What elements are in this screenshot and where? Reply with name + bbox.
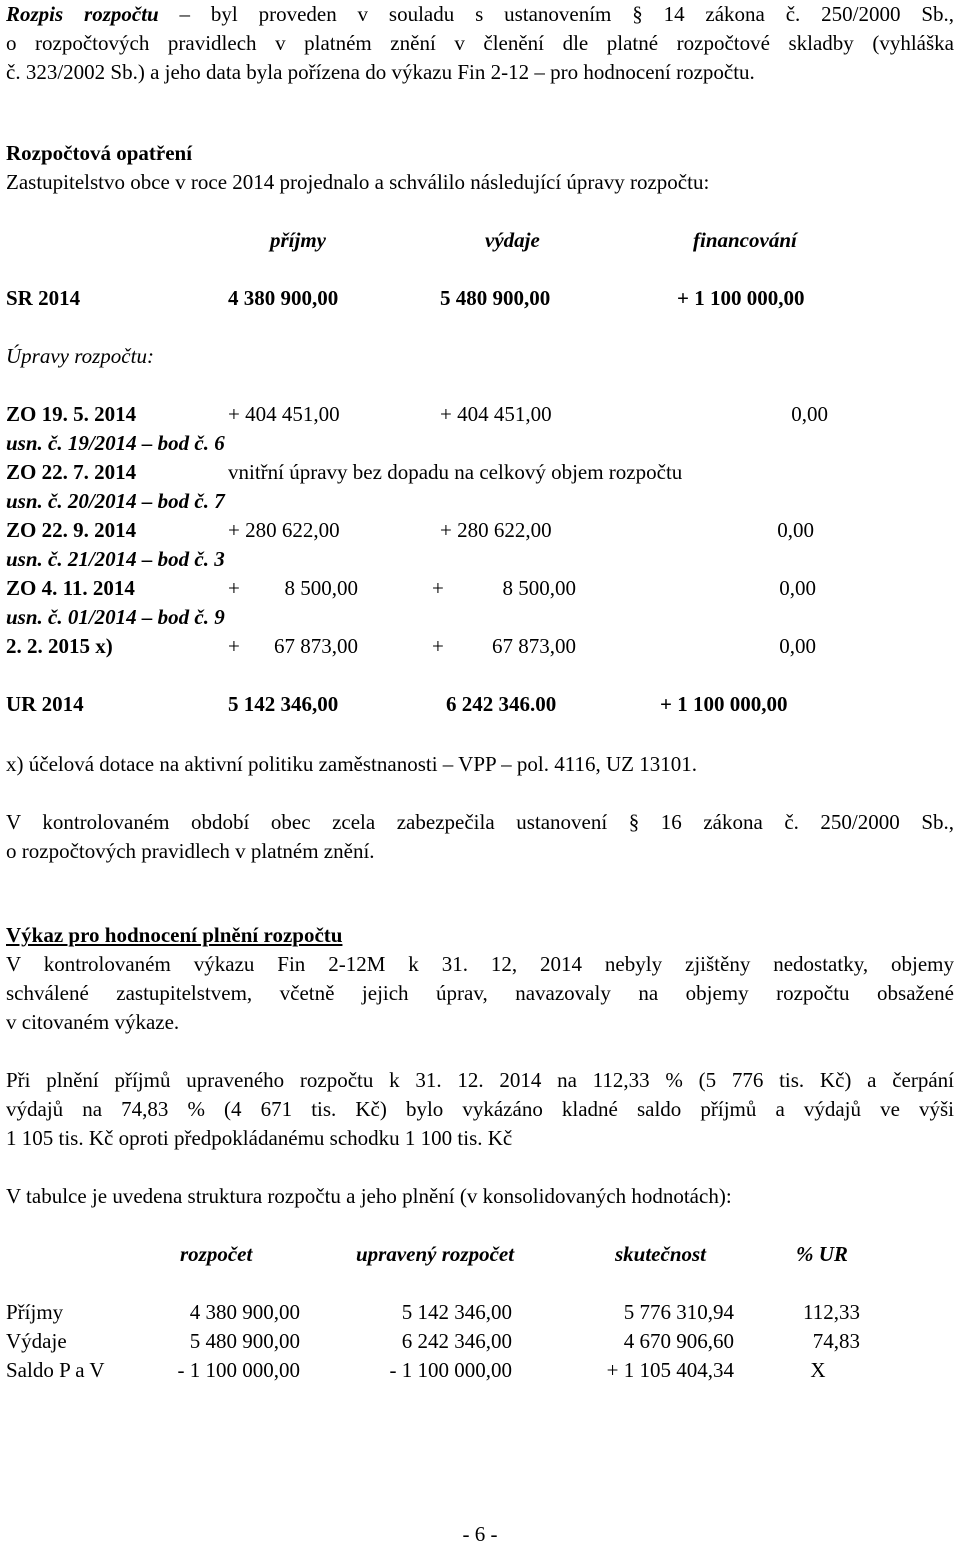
adjustment-vydaje-value: 8 500,00 (502, 576, 576, 600)
table-cell: + 1 105 404,34 (606, 1358, 734, 1382)
adjustment-vydaje: + 404 451,00 (440, 402, 552, 426)
adjustment-usn: usn. č. 01/2014 – bod č. 9 (6, 605, 225, 629)
report-p3: V tabulce je uvedena struktura rozpočtu a jeho plnění (v konsolidovaných hodnotách): (6, 1184, 732, 1208)
table-cell: - 1 100 000,00 (389, 1358, 512, 1382)
budget-measures-heading: Rozpočtová opatření (6, 141, 193, 165)
sr-vydaje: 5 480 900,00 (440, 286, 551, 310)
table-cell: 74,83 (812, 1329, 860, 1353)
adjustment-vydaje-value: 67 873,00 (492, 634, 576, 658)
adjustment-financovani: 0,00 (779, 634, 816, 658)
intro-bold-lead: Rozpis rozpočtu (6, 2, 159, 26)
adjustment-prijmy: + 280 622,00 (228, 518, 340, 542)
table-cell: 112,33 (803, 1300, 860, 1324)
report-p1-line-3: v citovaném výkaze. (6, 1010, 180, 1034)
col-header-prijmy: příjmy (270, 228, 326, 252)
adjustment-prijmy: + 67 873,00 (228, 632, 358, 661)
adjustment-vydaje: + 67 873,00 (432, 632, 576, 661)
table-cell: 6 242 346,00 (401, 1329, 512, 1353)
ur-financovani: + 1 100 000,00 (660, 692, 788, 716)
adjustments-label: Úpravy rozpočtu: (6, 344, 154, 368)
control-line-2: o rozpočtových pravidlech v platném znění. (6, 839, 375, 863)
adjustment-usn: usn. č. 21/2014 – bod č. 3 (6, 547, 225, 571)
page-number: - 6 - (462, 1522, 498, 1546)
sr-financovani: + 1 100 000,00 (677, 286, 805, 310)
report-heading: Výkaz pro hodnocení plnění rozpočtu (6, 923, 343, 947)
col-header-financovani: financování (693, 228, 797, 252)
adjustment-prijmy: + 404 451,00 (228, 402, 340, 426)
adjustment-zo: ZO 22. 7. 2014 (6, 460, 137, 484)
control-line-1: V kontrolovaném období obec zcela zabezpečila ustanovení § 16 zákona č. 250/2000 Sb., (6, 810, 954, 834)
table-cell: 5 776 310,94 (623, 1300, 734, 1324)
adjustment-zo: ZO 19. 5. 2014 (6, 402, 137, 426)
table-cell: 4 380 900,00 (189, 1300, 300, 1324)
intro-line-1-text: – byl proveden v souladu s ustanovením § 14 zákona č. 250/2000 Sb., (158, 2, 954, 26)
table-cell: 5 480 900,00 (189, 1329, 300, 1353)
ur-label: UR 2014 (6, 692, 84, 716)
table-row-label: Výdaje (6, 1329, 67, 1353)
adjustment-vydaje: + 280 622,00 (440, 518, 552, 542)
intro-line-2: o rozpočtových pravidlech v platném znění v členění dle platné rozpočtové skladby (vyhláška (6, 31, 954, 55)
table-header-rozpocet: rozpočet (180, 1242, 253, 1266)
table-cell: 4 670 906,60 (623, 1329, 734, 1353)
sr-label: SR 2014 (6, 286, 81, 310)
footnote: x) účelová dotace na aktivní politiku zaměstnanosti – VPP – pol. 4116, UZ 13101. (6, 752, 697, 776)
report-p2-line-1: Při plnění příjmů upraveného rozpočtu k 31. 12. 2014 na 112,33 % (5 776 tis. Kč) a čerpání (6, 1068, 954, 1092)
table-header-upraveny: upravený rozpočet (356, 1242, 515, 1266)
report-p2-line-2: výdajů na 74,83 % (4 671 tis. Kč) bylo vykázáno kladné saldo příjmů a výdajů ve výši (6, 1097, 954, 1121)
adjustment-vydaje: + 8 500,00 (432, 574, 576, 603)
table-header-pct: % UR (796, 1242, 848, 1266)
report-p2-line-3: 1 105 tis. Kč oproti předpokládanému schodku 1 100 tis. Kč (6, 1126, 513, 1150)
adjustment-prijmy-value: 8 500,00 (284, 576, 358, 600)
report-p1-line-1: V kontrolovaném výkazu Fin 2-12M k 31. 12, 2014 nebyly zjištěny nedostatky, objemy (6, 952, 954, 976)
intro-line-1 (6, 0, 954, 29)
sr-prijmy: 4 380 900,00 (228, 286, 339, 310)
adjustment-financovani: 0,00 (779, 576, 816, 600)
intro-line-3: č. 323/2002 Sb.) a jeho data byla pořízena do výkazu Fin 2-12 – pro hodnocení rozpočtu. (6, 60, 755, 84)
table-row-label: Saldo P a V (6, 1358, 105, 1382)
adjustment-financovani: 0,00 (777, 518, 814, 542)
ur-vydaje: 6 242 346.00 (446, 692, 557, 716)
adjustment-zo: 2. 2. 2015 x) (6, 634, 113, 658)
adjustment-usn: usn. č. 19/2014 – bod č. 6 (6, 431, 225, 455)
adjustment-financovani: 0,00 (791, 402, 828, 426)
adjustment-prijmy: + 8 500,00 (228, 574, 358, 603)
report-p1-line-2: schválené zastupitelstvem, včetně jejich úprav, navazovaly na objemy rozpočtu obsažené (6, 981, 954, 1005)
adjustment-prijmy-value: 67 873,00 (274, 634, 358, 658)
table-cell: 5 142 346,00 (401, 1300, 512, 1324)
table-header-skutecnost: skutečnost (615, 1242, 707, 1266)
adjustment-zo: ZO 4. 11. 2014 (6, 576, 135, 600)
table-cell: X (810, 1358, 826, 1382)
table-row-label: Příjmy (6, 1300, 64, 1324)
ur-prijmy: 5 142 346,00 (228, 692, 339, 716)
col-header-vydaje: výdaje (485, 228, 540, 252)
table-cell: - 1 100 000,00 (177, 1358, 300, 1382)
adjustment-zo: ZO 22. 9. 2014 (6, 518, 137, 542)
adjustment-usn: usn. č. 20/2014 – bod č. 7 (6, 489, 225, 513)
budget-measures-text: Zastupitelstvo obce v roce 2014 projednalo a schválilo následující úpravy rozpočtu: (6, 170, 710, 194)
adjustment-note: vnitřní úpravy bez dopadu na celkový objem rozpočtu (228, 460, 683, 484)
